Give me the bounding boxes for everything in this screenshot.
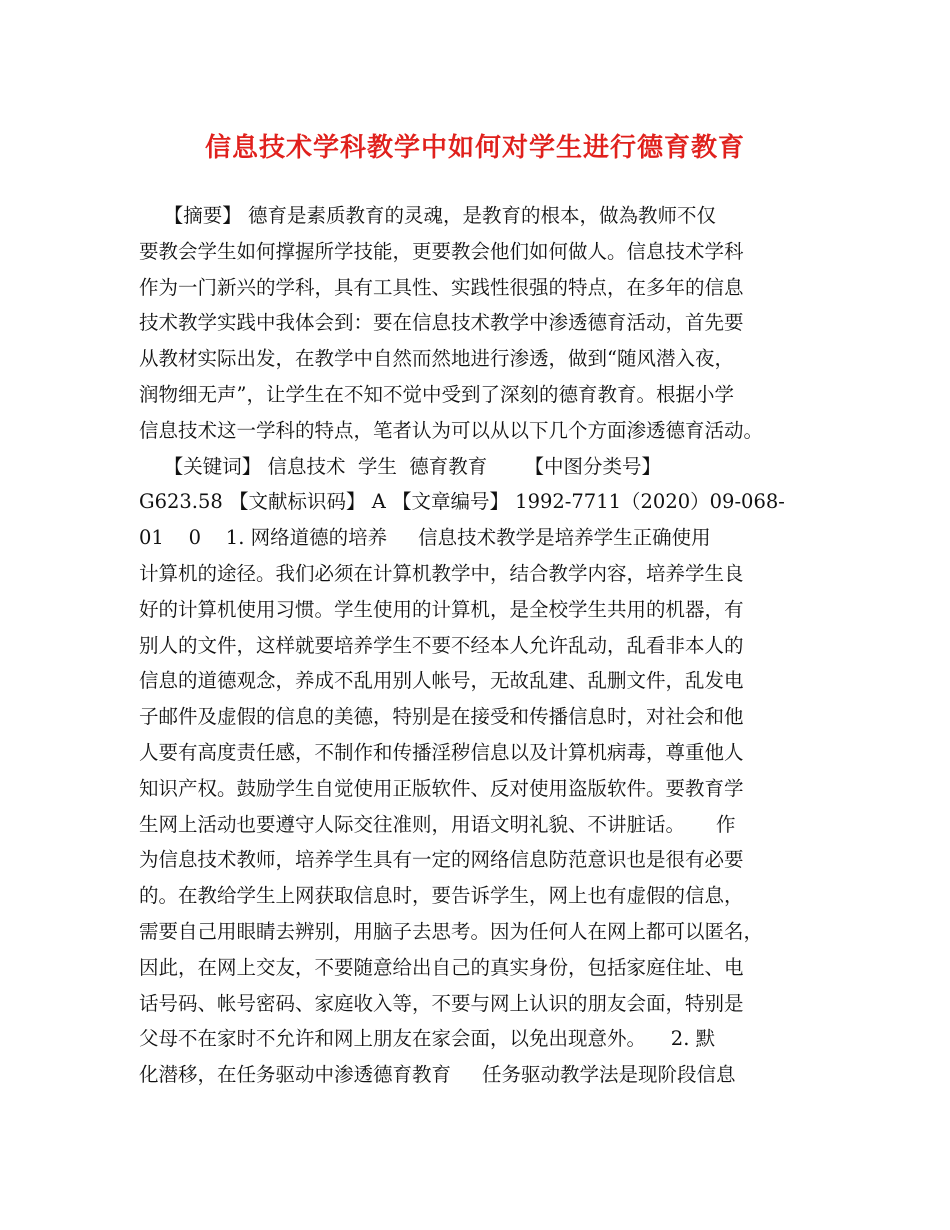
- body-line: 要教会学生如何撑握所学技能，更要教会他们如何做人。信息技术学科: [139, 239, 744, 263]
- body-line: 知识产权。鼓励学生自觉使用正版软件、反对使用盗版软件。要教育学: [139, 776, 744, 800]
- body-line: 子邮件及虚假的信息的美德，特别是在接受和传播信息时，对社会和他: [139, 705, 744, 729]
- body-line: 计算机的途径。我们必须在计算机教学中，结合教学内容，培养学生良: [139, 561, 744, 585]
- body-line: 生网上活动也要遵守人际交往准则，用语文明礼貌、不讲脏话。 作: [139, 812, 736, 836]
- body-line: 信息技术这一学科的特点，笔者认为可以从以下几个方面渗透德育活动。: [139, 418, 764, 442]
- body-line: 技术教学实践中我体会到：要在信息技术教学中渗透德育活动，首先要: [139, 311, 744, 335]
- body-line: 好的计算机使用习惯。学生使用的计算机，是全校学生共用的机器，有: [139, 597, 744, 621]
- body-line: 需要自己用眼睛去辨别，用脑子去思考。因为任何人在网上都可以匿名，: [139, 919, 764, 943]
- body-line: 01 0 1. 网络道德的培养 信息技术教学是培养学生正确使用: [139, 526, 711, 550]
- body-line: 从教材实际出发，在教学中自然而然地进行渗透，做到“随风潜入夜，: [139, 347, 734, 371]
- body-line: 人要有高度责任感，不制作和传播淫秽信息以及计算机病毒，尊重他人: [139, 740, 744, 764]
- body-line: 话号码、帐号密码、家庭收入等，不要与网上认识的朋友会面，特别是: [139, 991, 744, 1015]
- body-line: 的。在教给学生上网获取信息时，要告诉学生，网上也有虚假的信息，: [139, 884, 744, 908]
- body-line: 信息的道德观念，养成不乱用别人帐号，无故乱建、乱删文件，乱发电: [139, 669, 744, 693]
- body-line: 为信息技术教师，培养学生具有一定的网络信息防范意识也是很有必要: [139, 848, 744, 872]
- body-line: 【摘要】 德育是素质教育的灵魂，是教育的根本，做為教师不仅: [139, 204, 716, 227]
- body-line: 【关键词】 信息技术 学生 德育教育 【中图分类号】: [139, 454, 661, 478]
- body-line: 父母不在家时不允许和网上朋友在家会面，以免出现意外。 2. 默: [139, 1027, 716, 1051]
- document-title: 信息技术学科教学中如何对学生进行德育教育: [204, 133, 745, 163]
- document-body: [139, 198, 829, 1093]
- body-line: 作为一门新兴的学科，具有工具性、实践性很强的特点，在多年的信息: [139, 275, 744, 299]
- body-line: 化潜移，在任务驱动中渗透德育教育 任务驱动教学法是现阶段信息: [139, 1063, 736, 1087]
- body-line: 别人的文件，这样就要培养学生不要不经本人允许乱动，乱看非本人的: [139, 633, 744, 657]
- body-line: G623.58 【文献标识码】 A 【文章编号】 1992-7711（2020）09-068-: [139, 490, 785, 514]
- body-line: 润物细无声”，让学生在不知不觉中受到了深刻的德育教育。根据小学: [139, 382, 734, 406]
- body-line: 因此，在网上交友，不要随意给出自己的真实身份，包括家庭住址、电: [139, 955, 744, 979]
